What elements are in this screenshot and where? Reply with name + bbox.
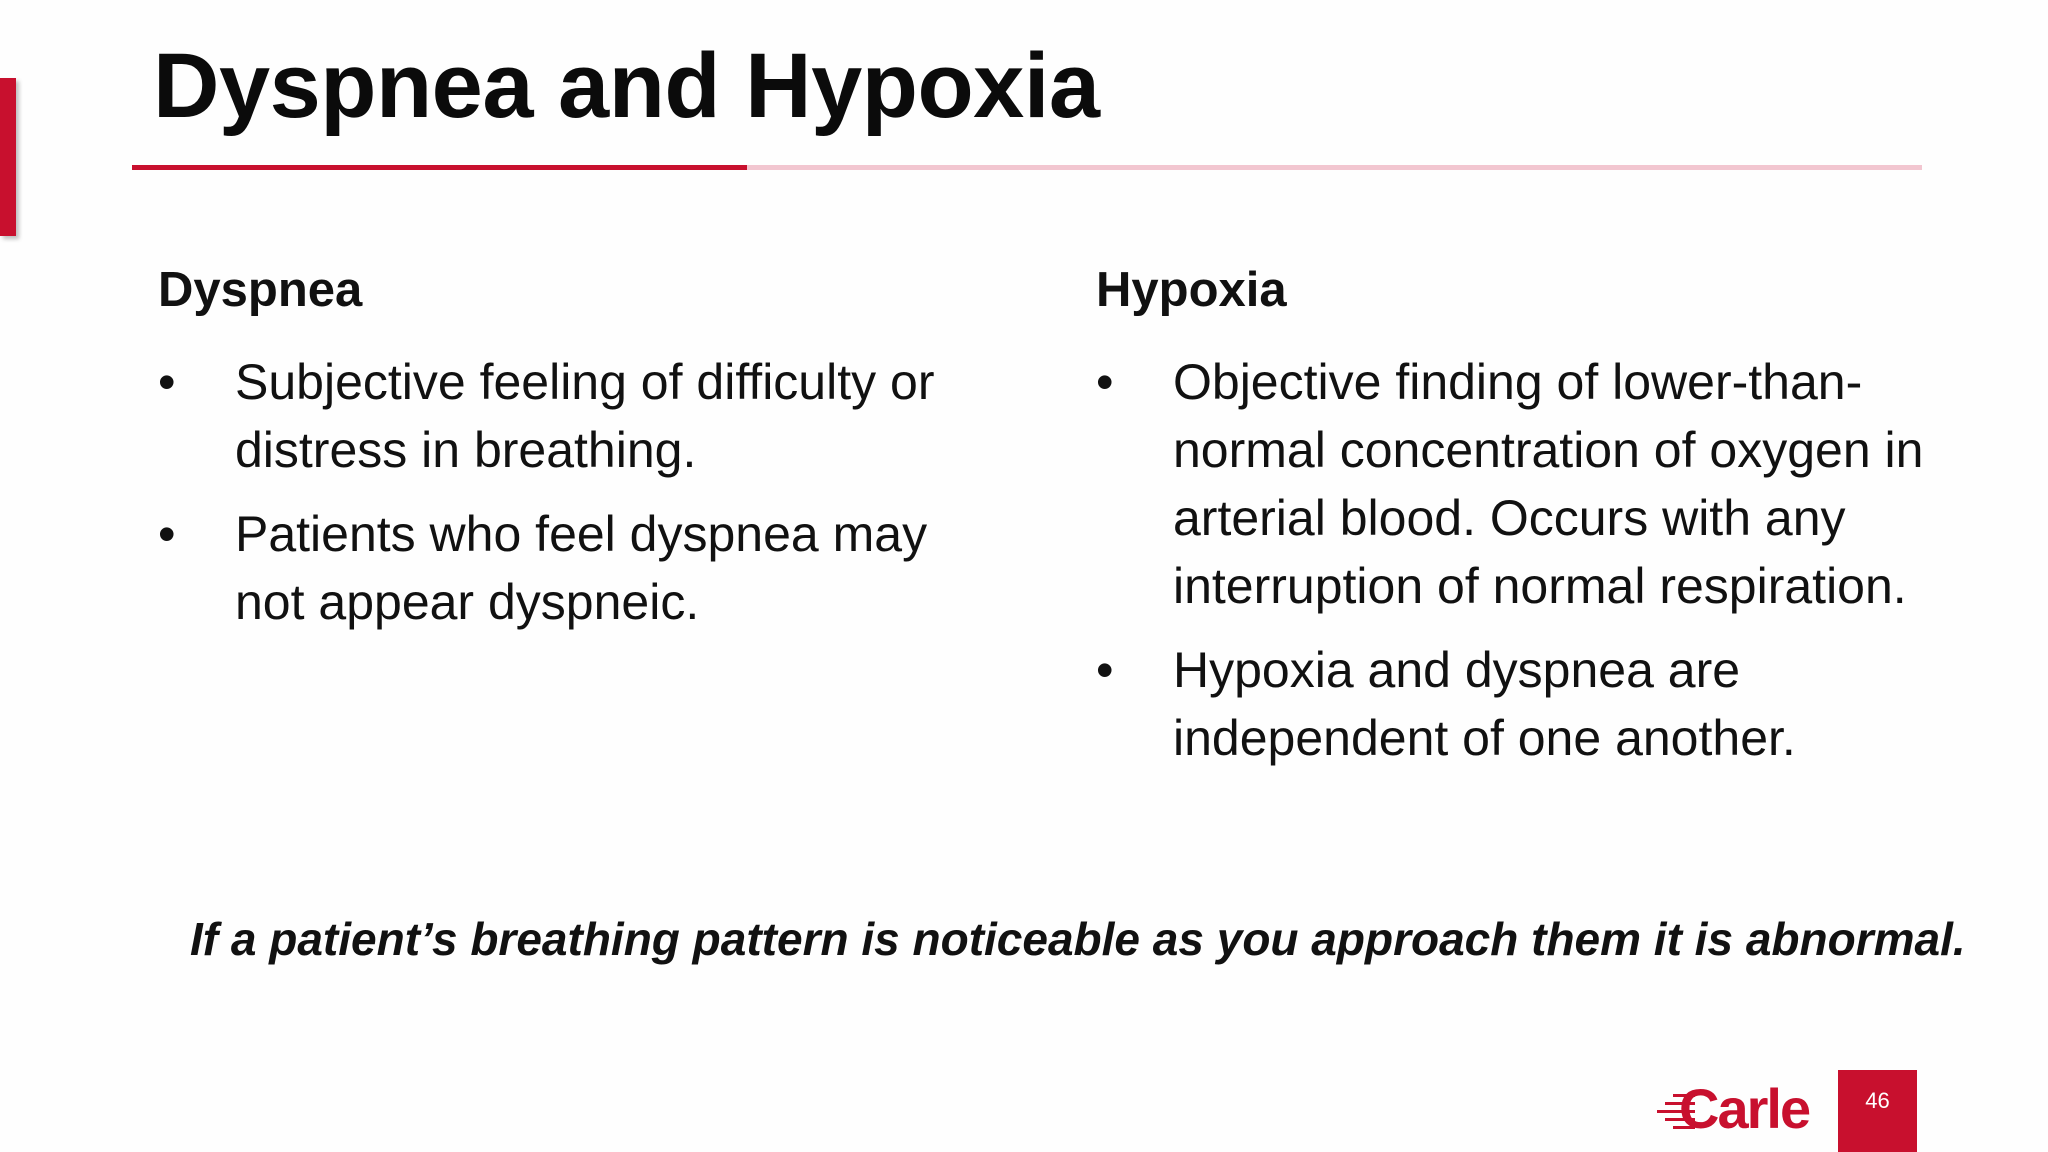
dyspnea-heading: Dyspnea (158, 263, 363, 317)
title-underline-light (747, 165, 1922, 170)
bullet-text: Patients who feel dyspnea may not appear dyspneic. (235, 506, 928, 630)
bullet-dot-icon: • (1096, 354, 1114, 410)
bullet-item (158, 348, 998, 484)
title-underline (132, 165, 1922, 170)
hypoxia-bullets (1096, 348, 1956, 772)
page-number-badge (1838, 1070, 1917, 1152)
slide-title: Dyspnea and Hypoxia (153, 35, 1100, 137)
logo-wordmark: Carle (1679, 1077, 1810, 1140)
title-underline-accent (132, 165, 747, 170)
bullet-text: Subjective feeling of difficulty or distress in breathing. (235, 354, 935, 478)
key-point-tagline: If a patient’s breathing pattern is noticeable as you approach them it is abnormal. (190, 913, 1966, 965)
hypoxia-heading: Hypoxia (1096, 263, 1287, 317)
bullet-text: Objective finding of lower-than-normal concentration of oxygen in arterial blood. Occurs with any interruption of normal respiration. (1173, 354, 1924, 614)
bullet-text: Hypoxia and dyspnea are independent of one another. (1173, 642, 1796, 766)
hypoxia-column (1096, 262, 1956, 788)
bullet-item (1096, 636, 1956, 772)
bullet-dot-icon: • (158, 354, 176, 410)
carle-logo (1645, 1077, 1815, 1140)
bullet-item (1096, 348, 1956, 620)
bullet-item (158, 500, 998, 636)
dyspnea-column (158, 262, 998, 652)
dyspnea-bullets (158, 348, 998, 636)
bullet-dot-icon: • (158, 506, 176, 562)
bullet-dot-icon: • (1096, 642, 1114, 698)
left-accent-bar (0, 78, 16, 236)
page-number: 46 (1865, 1088, 1890, 1113)
